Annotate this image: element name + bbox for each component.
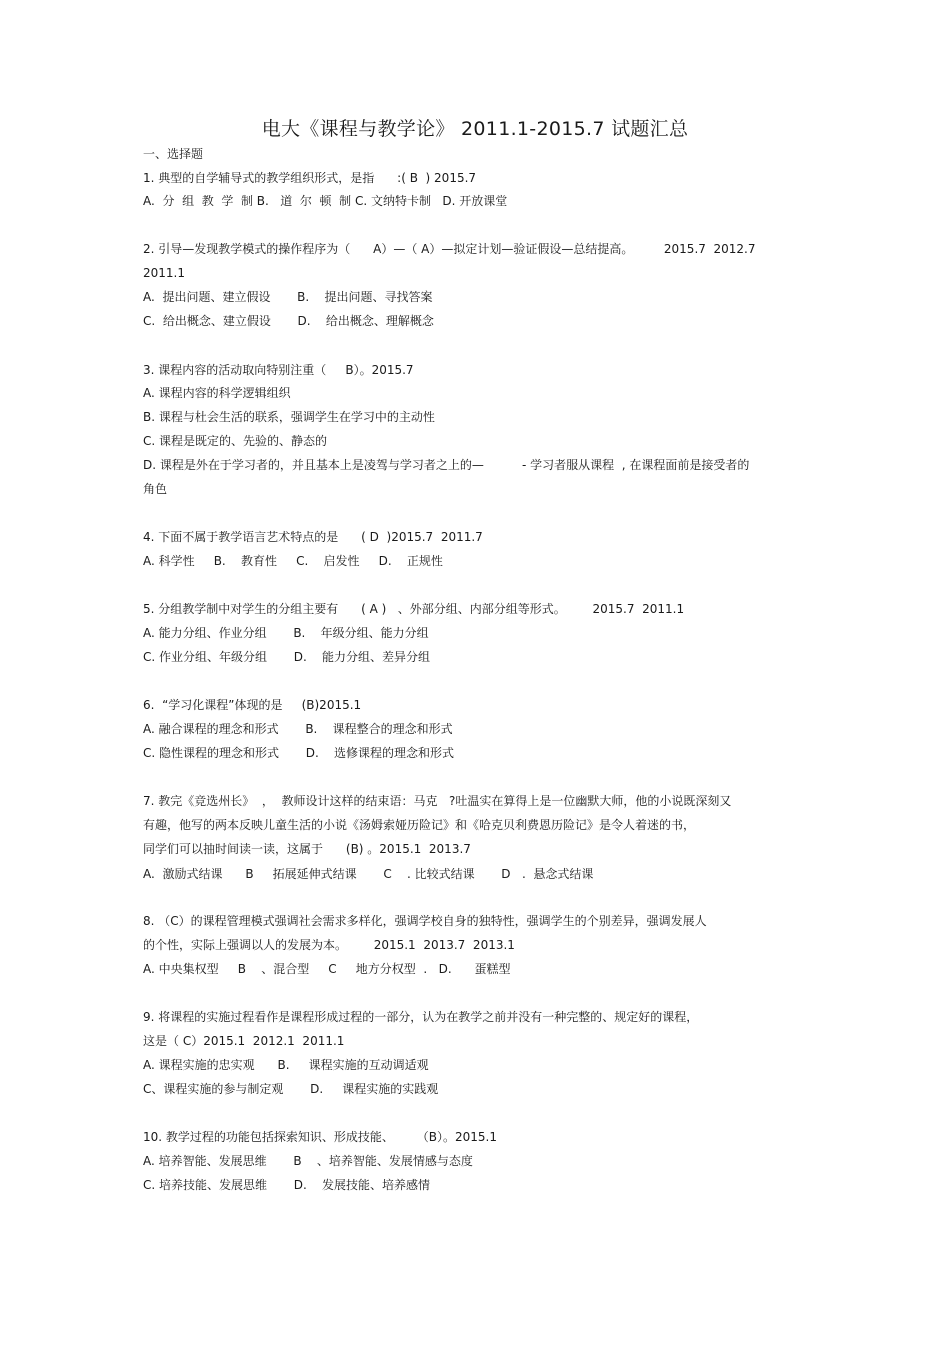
question-2-options-ab: A. 提出问题、建立假设 B. 提出问题、寻找答案 <box>143 290 433 304</box>
question-9-options-ab: A. 课程实施的忠实观 B. 课程实施的互动调适观 <box>143 1058 429 1072</box>
question-7-options: A. 激励式结课 B 拓展延伸式结课 C . 比较式结课 D . 悬念式结课 <box>143 867 594 881</box>
question-5-options-cd: C. 作业分组、年级分组 D. 能力分组、差异分组 <box>143 650 431 664</box>
question-4-stem: 4. 下面不属于教学语言艺术特点的是 ( D )2015.7 2011.7 <box>143 530 483 544</box>
question-3-option-d-cont: 角色 <box>143 482 168 496</box>
question-5-options-ab: A. 能力分组、作业分组 B. 年级分组、能力分组 <box>143 626 429 640</box>
question-3-option-b: B. 课程与杜会生活的联系，强调学生在学习中的主动性 <box>143 410 435 424</box>
question-10-options-ab: A. 培养智能、发展思维 B 、培养智能、发展情感与态度 <box>143 1154 473 1168</box>
question-8-stem: 8. （C）的课程管理模式强调社会需求多样化，强调学校自身的独特性，强调学生的个别差异，强调发展人 <box>143 914 707 928</box>
question-10-options-cd: C. 培养技能、发展思维 D. 发展技能、培养感情 <box>143 1178 431 1192</box>
question-3-option-c: C. 课程是既定的、先验的、静态的 <box>143 434 328 448</box>
section-heading: 一、选择题 <box>143 147 204 161</box>
question-7-stem: 7. 教完《竞选州长》 ， 教师设计这样的结束语：马克 ?吐温实在算得上是一位幽默大师，他的小说既深刻又 <box>143 794 732 808</box>
question-9-stem: 9. 将课程的实施过程看作是课程形成过程的一部分，认为在教学之前并没有一种完整的、规定好的课程， <box>143 1010 699 1024</box>
question-4-options: A. 科学性 B. 教育性 C. 启发性 D. 正规性 <box>143 554 443 568</box>
question-8-stem-cont: 的个性，实际上强调以人的发展为本。 2015.1 2013.7 2013.1 <box>143 938 515 952</box>
question-9-options-cd: C、课程实施的参与制定观 D. 课程实施的实践观 <box>143 1082 439 1096</box>
question-9-stem-cont: 这是（ C）2015.1 2012.1 2011.1 <box>143 1034 345 1048</box>
question-2-stem: 2. 引导—发现教学模式的操作程序为（ A）—（ A）—拟定计划—验证假设—总结提高。 2015.7 2012.7 <box>143 242 756 256</box>
question-6-options-cd: C. 隐性课程的理念和形式 D. 选修课程的理念和形式 <box>143 746 455 760</box>
question-7-stem-cont-1: 有趣，他写的两本反映儿童生活的小说《汤姆索娅历险记》和《哈克贝利费恩历险记》是令人着迷的书， <box>143 818 696 832</box>
question-1-options: A. 分 组 教 学 制 B. 道 尔 顿 制 C. 文纳特卡制 D. 开放课堂 <box>143 194 508 208</box>
question-1-stem: 1. 典型的自学辅导式的教学组织形式，是指 :( B ) 2015.7 <box>143 171 477 185</box>
document-title: 电大《课程与教学论》 2011.1-2015.7 试题汇总 <box>261 118 689 140</box>
question-10-stem: 10. 教学过程的功能包括探索知识、形成技能、 （B）。2015.1 <box>143 1130 498 1144</box>
question-6-options-ab: A. 融合课程的理念和形式 B. 课程整合的理念和形式 <box>143 722 453 736</box>
question-3-option-a: A. 课程内容的科学逻辑组织 <box>143 386 291 400</box>
question-5-stem: 5. 分组教学制中对学生的分组主要有 ( A ) 、外部分组、内部分组等形式。 2015.7 2011.1 <box>143 602 685 616</box>
question-3-option-d: D. 课程是外在于学习者的，并且基本上是凌驾与学习者之上的— - 学习者服从课程 , 在课程面前是接受者的 <box>143 458 750 472</box>
question-7-stem-cont-2: 同学们可以抽时间读一读，这属于 (B) 。2015.1 2013.7 <box>143 842 471 856</box>
question-2-options-cd: C. 给出概念、建立假设 D. 给出概念、理解概念 <box>143 314 434 328</box>
question-8-options: A. 中央集权型 B 、混合型 C 地方分权型 . D. 蛋糕型 <box>143 962 511 976</box>
question-3-stem: 3. 课程内容的活动取向特别注重（ B）。2015.7 <box>143 363 414 377</box>
question-6-stem: 6. “学习化课程”体现的是 (B)2015.1 <box>143 698 362 712</box>
question-2-stem-cont: 2011.1 <box>143 266 185 280</box>
